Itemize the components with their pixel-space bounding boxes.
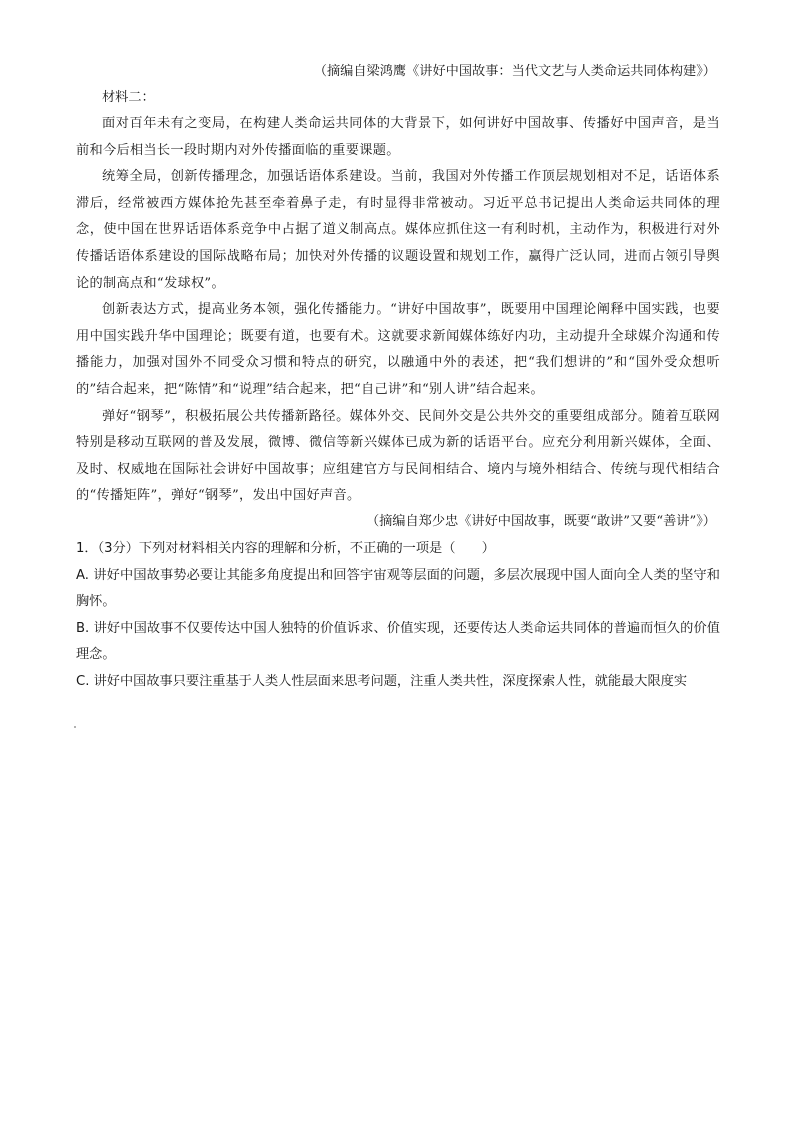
paragraph-3: 创新表达方式，提高业务本领，强化传播能力。“讲好中国故事”，既要用中国理论阐释中国实践，也要用中国实践升华中国理论；既要有道，也要有术。这就要求新闻媒体练好内功，主动提升全球媒介沟通和传播能力，加强对国外不同受众习惯和特点的研究，以融通中外的表述，把“我们想讲的”和“国外受众想听的”结合起来，把“陈情”和“说理”结合起来，把“自己讲”和“别人讲”结合起来。 (76, 302, 720, 397)
paragraph-2: 统筹全局，创新传播理念，加强话语体系建设。当前，我国对外传播工作顶层规划相对不足，话语体系滞后，经常被西方媒体抢先甚至牵着鼻子走，有时显得非常被动。习近平总书记提出人类命运共同体的理念，使中国在世界话语体系竞争中占据了道义制高点。媒体应抓住这一有利时机，主动作为，积极进行对外传播话语体系建设的国际战略布局；加快对外传播的议题设置和规划工作，赢得广泛认同，进而占领引导舆论的制高点和“发球权”。 (76, 169, 720, 291)
paragraph-1: 面对百年未有之变局，在构建人类命运共同体的大背景下，如何讲好中国故事、传播好中国声音，是当前和今后相当长一段时期内对外传播面临的重要课题。 (76, 116, 720, 158)
option-b: B. 讲好中国故事不仅要传达中国人独特的价值诉求、价值实现，还要传达人类命运共同体的普遍而恒久的价值理念。 (76, 620, 720, 663)
page-speck (74, 726, 76, 728)
source-citation-one: （摘编自梁鸿鹰《讲好中国故事：当代文艺与人类命运共同体构建》） (313, 64, 716, 79)
question-stem: 1．（3分）下列对材料相关内容的理解和分析，不正确的一项是（ ） (76, 540, 495, 556)
paragraph-4: 弹好“钢琴”，积极拓展公共传播新路径。媒体外交、民间外交是公共外交的重要组成部分。随着互联网特别是移动互联网的普及发展，微博、微信等新兴媒体已成为新的话语平台。应充分利用新兴媒体，全面、及时、权威地在国际社会讲好中国故事；应组建官方与民间相结合、境内与境外相结合、传统与现代相结合的“传播矩阵”，弹好“钢琴”，发出中国好声音。 (76, 408, 720, 504)
document-content (76, 60, 720, 695)
material-two-heading: 材料二： (102, 90, 155, 105)
option-a: A. 讲好中国故事势必要让其能多角度提出和回答宇宙观等层面的问题，多层次展现中国人面向全人类的坚守和胸怀。 (76, 567, 720, 610)
option-c: C. 讲好中国故事只要注重基于人类人性层面来思考问题，注重人类共性，深度探索人性，就能最大限度实 (76, 673, 688, 689)
source-citation-two: （摘编自郑少忠《讲好中国故事，既要“敢讲”又要“善讲”》） (365, 513, 716, 529)
